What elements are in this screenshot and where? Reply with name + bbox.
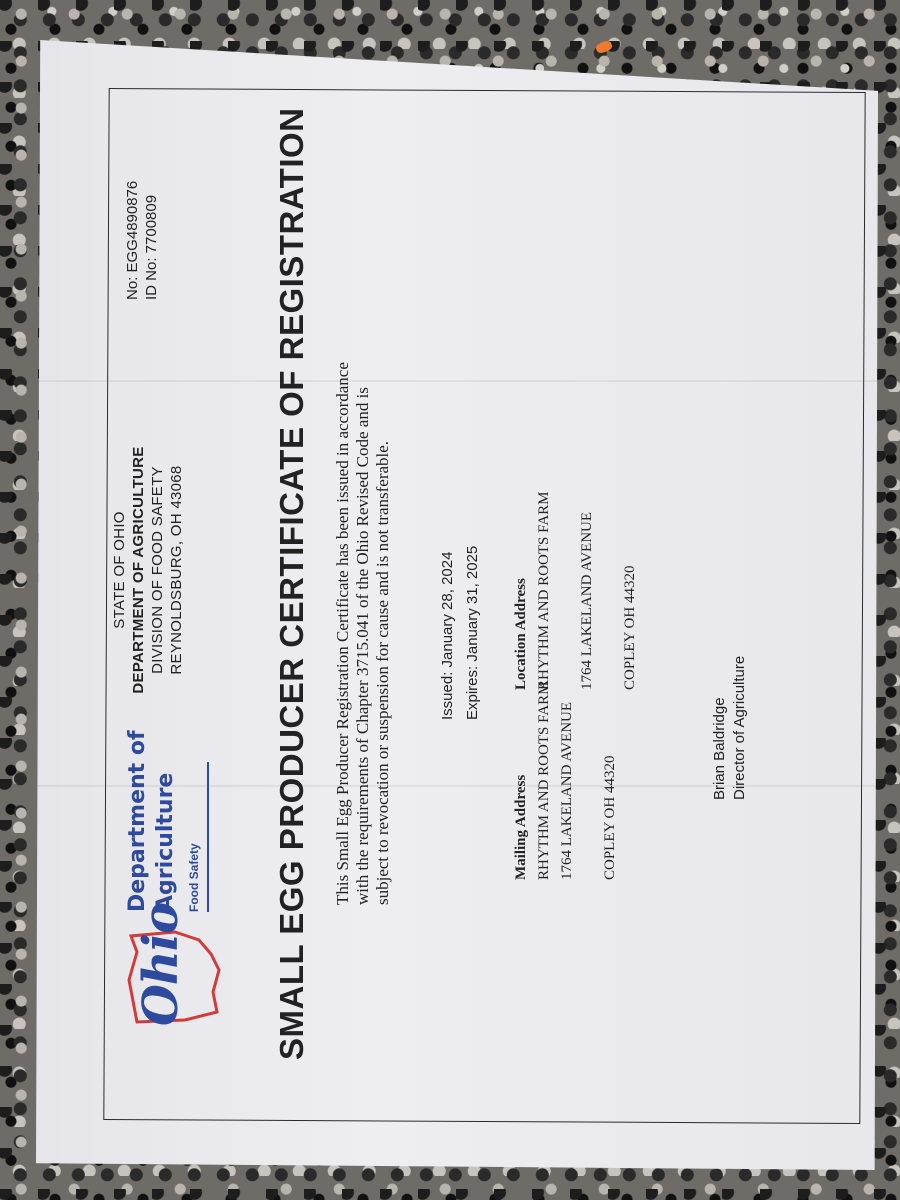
signatory-name: Brian Baldridge <box>711 697 728 800</box>
logo-underline <box>207 762 209 912</box>
certificate-number: No: EGG4890876 <box>124 180 141 300</box>
oda-logo <box>95 710 245 1040</box>
id-number: ID No: 7700809 <box>143 194 160 300</box>
signatory-title: Director of Agriculture <box>731 655 748 800</box>
agency-city: REYNOLDSBURG, OH 43068 <box>168 465 185 675</box>
mailing-address <box>510 681 622 880</box>
signature-block <box>710 656 750 800</box>
location-address <box>510 491 642 690</box>
issued-date: Issued: January 28, 2024 <box>439 551 456 720</box>
expires-date: Expires: January 31, 2025 <box>464 545 481 720</box>
logo-food-safety: Food Safety <box>187 843 201 912</box>
location-address-heading: Location Address <box>513 578 529 690</box>
division-name: DIVISION OF FOOD SAFETY <box>149 466 166 674</box>
ohio-script-wordmark: Ohio <box>133 903 189 1026</box>
certificate-title: SMALL EGG PRODUCER CERTIFICATE OF REGISTRATION <box>273 107 310 1060</box>
certificate-statement: This Small Egg Producer Registration Certificate has been issued in accordance with the requirements of Chapter 3715.041 of the Ohio Revised Code and is subject to revocation or suspension for cause and is not transferable. <box>333 362 392 905</box>
location-city: COPLEY OH 44320 <box>622 565 638 690</box>
mailing-city: COPLEY OH 44320 <box>602 755 618 880</box>
location-street: 1764 LAKELAND AVENUE <box>579 511 595 690</box>
certificate-ids <box>123 181 161 300</box>
department-name: DEPARTMENT OF AGRICULTURE <box>130 446 147 694</box>
logo-department-of: Department of <box>125 730 150 912</box>
mailing-name: RHYTHM AND ROOTS FARM <box>536 681 552 880</box>
mailing-address-heading: Mailing Address <box>513 774 529 880</box>
validity-dates <box>435 546 485 720</box>
mailing-street: 1764 LAKELAND AVENUE <box>559 701 575 880</box>
logo-agriculture: Agriculture <box>153 772 178 912</box>
location-name: RHYTHM AND ROOTS FARM <box>536 491 552 690</box>
agency-header <box>110 420 186 720</box>
certificate-content <box>75 50 830 1080</box>
state-name: STATE OF OHIO <box>111 511 128 629</box>
